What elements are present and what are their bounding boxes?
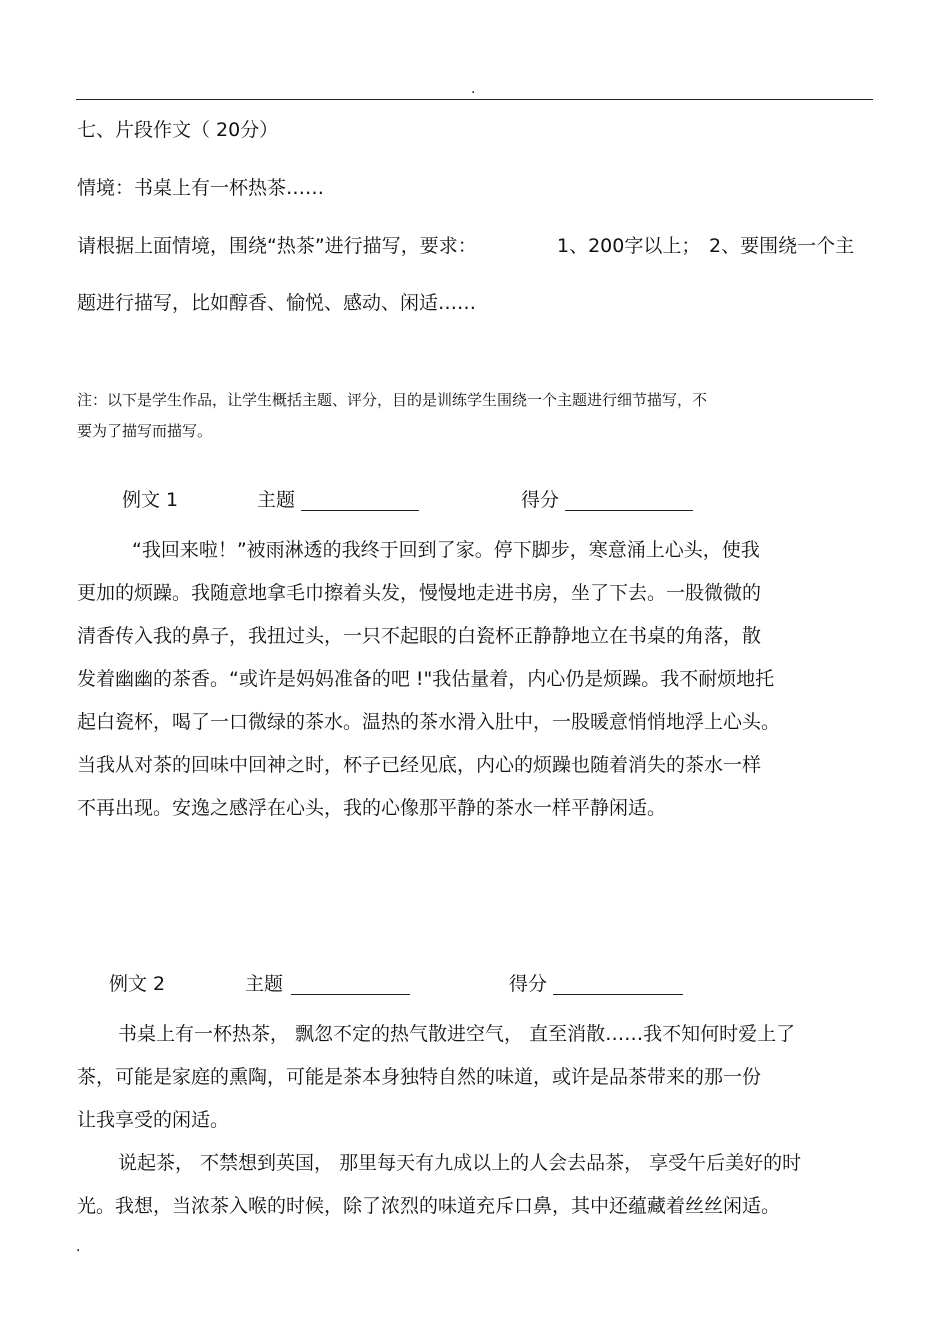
example1-label: 例文 1 — [122, 489, 179, 511]
example1-score-label: 得分 — [521, 489, 560, 511]
example1-line: 发着幽幽的茶香。“或许是妈妈准备的吧 !"我估量着，内心仍是烦躁。我不耐烦地托 — [77, 668, 775, 690]
requirement-line-2: 题进行描写，比如醇香、愉悦、感动、闲适…… — [77, 292, 477, 314]
example1-line: 不再出现。安逸之感浮在心头，我的心像那平静的茶水一样平静闲适。 — [77, 797, 667, 819]
example1-line: “我回来啦！”被雨淋透的我终于回到了家。停下脚步，寒意涌上心头，使我 — [132, 539, 760, 561]
example2-score-blank[interactable] — [553, 976, 683, 995]
example1-line: 起白瓷杯，喝了一口微绿的茶水。温热的茶水滑入肚中，一股暖意悄悄地浮上心头。 — [77, 711, 781, 733]
example2-score-label: 得分 — [509, 973, 548, 995]
example2-theme-blank[interactable] — [291, 976, 410, 995]
example2-theme-label: 主题 — [245, 973, 284, 995]
example2-line: 说起茶， 不禁想到英国， 那里每天有九成以上的人会去品茶， 享受午后美好的时 — [118, 1152, 802, 1174]
note-line-1: 注：以下是学生作品，让学生概括主题、评分，目的是训练学生围绕一个主题进行细节描写，不 — [77, 391, 708, 409]
example2-line: 茶，可能是家庭的熏陶，可能是茶本身独特自然的味道，或许是品茶带来的那一份 — [77, 1066, 762, 1088]
header-mark: . — [471, 81, 476, 97]
example1-line: 清香传入我的鼻子，我扭过头，一只不起眼的白瓷杯正静静地立在书桌的角落，散 — [77, 625, 762, 647]
example1-theme-blank[interactable] — [301, 492, 419, 511]
example2-line: 书桌上有一杯热茶， 飘忽不定的热气散进空气， 直至消散……我不知何时爱上了 — [118, 1023, 796, 1045]
example1-theme-label: 主题 — [257, 489, 296, 511]
example2-line: 让我享受的闲适。 — [77, 1109, 230, 1131]
section-title: 七、片段作文（ 20分） — [77, 119, 279, 141]
example2-line: 光。我想，当浓茶入喉的时候，除了浓烈的味道充斥口鼻，其中还蕴藏着丝丝闲适。 — [77, 1195, 781, 1217]
situation-text: 情境：书桌上有一杯热茶…… — [77, 177, 325, 199]
example1-line: 当我从对茶的回味中回神之时，杯子已经见底，内心的烦躁也随着消失的茶水一样 — [77, 754, 762, 776]
requirement-line-1: 请根据上面情境，围绕“热茶”进行描写，要求： — [77, 235, 477, 257]
header-rule — [76, 99, 873, 100]
example2-label: 例文 2 — [109, 973, 166, 995]
note-line-2: 要为了描写而描写。 — [77, 422, 213, 440]
requirement-item-1: 1、200字以上； — [557, 235, 701, 257]
footer-mark: . — [76, 1239, 81, 1255]
example1-line: 更加的烦躁。我随意地拿毛巾擦着头发，慢慢地走进书房，坐了下去。一股微微的 — [77, 582, 762, 604]
requirement-item-2: 2、要围绕一个主 — [709, 235, 855, 257]
example1-score-blank[interactable] — [565, 492, 693, 511]
